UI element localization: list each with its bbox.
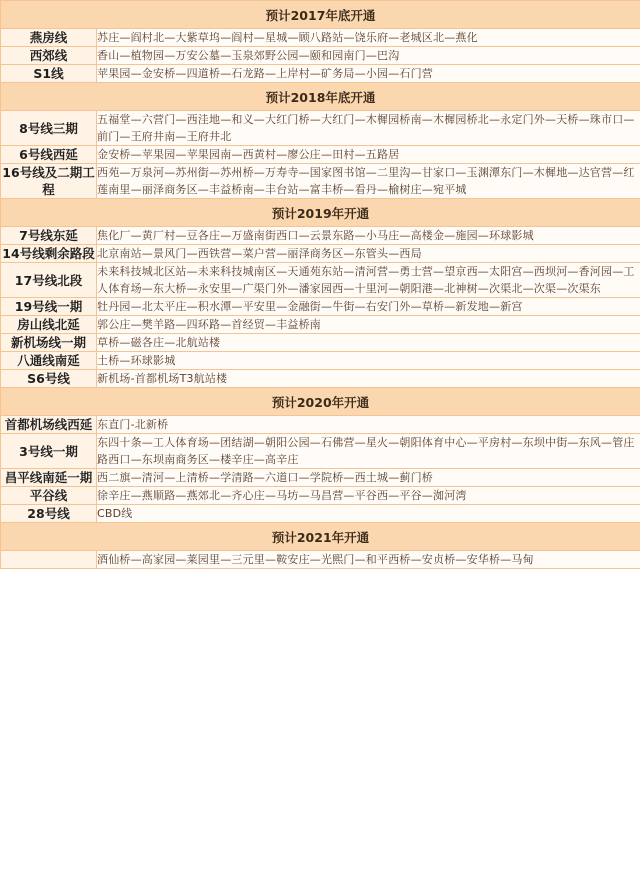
line-name: 17号线北段 <box>1 263 97 298</box>
table-row <box>1 551 640 569</box>
line-stations: 焦化厂—黄厂村—豆各庄—万盛南街西口—云景东路—小马庄—高楼金—施园—环球影城 <box>97 227 640 245</box>
line-name: 昌平线南延一期 <box>1 469 97 487</box>
line-stations: 牡丹园—北太平庄—积水潭—平安里—金融街—牛街—右安门外—草桥—新发地—新宫 <box>97 298 640 316</box>
line-name: 3号线一期 <box>1 434 97 469</box>
section-header-row <box>1 1 640 29</box>
table-row <box>1 352 640 370</box>
line-name: 西郊线 <box>1 47 97 65</box>
table-row <box>1 29 640 47</box>
line-stations: 徐辛庄—燕顺路—燕郊北—齐心庄—马坊—马昌营—平谷西—平谷—洳河湾 <box>97 487 640 505</box>
section-title: 预计2020年开通 <box>1 388 640 416</box>
section-title: 预计2019年开通 <box>1 199 640 227</box>
table-row <box>1 164 640 199</box>
table-row <box>1 65 640 83</box>
line-stations: 郭公庄—樊羊路—四环路—首经贸—丰益桥南 <box>97 316 640 334</box>
line-stations: 新机场-首都机场T3航站楼 <box>97 370 640 388</box>
line-stations: 西苑—万泉河—苏州街—苏州桥—万寿寺—国家图书馆—二里沟—甘家口—玉渊潭东门—木樨地—达官营—红莲南里—丽泽商务区—丰益桥南—丰台站—富丰桥—看丹—榆树庄—宛平城 <box>97 164 640 199</box>
line-stations: 金安桥—苹果园—苹果园南—西黄村—廖公庄—田村—五路居 <box>97 146 640 164</box>
section-header-row <box>1 199 640 227</box>
section-title: 预计2018年底开通 <box>1 83 640 111</box>
line-name: 7号线东延 <box>1 227 97 245</box>
table-body <box>1 1 640 569</box>
line-name: 房山线北延 <box>1 316 97 334</box>
line-stations: 五福堂—六营门—西洼地—和义—大红门桥—大红门—木樨园桥南—木樨园桥北—永定门外—天桥—珠市口—前门—王府井南—王府井北 <box>97 111 640 146</box>
line-name: S1线 <box>1 65 97 83</box>
table-row <box>1 370 640 388</box>
line-name: 平谷线 <box>1 487 97 505</box>
line-name: 8号线三期 <box>1 111 97 146</box>
line-name: 6号线西延 <box>1 146 97 164</box>
section-title: 预计2021年开通 <box>1 523 640 551</box>
line-name: 16号线及二期工程 <box>2 165 95 197</box>
line-name: 首都机场线西延 <box>1 416 97 434</box>
line-name: 28号线 <box>1 505 97 523</box>
table-row <box>1 316 640 334</box>
line-name: 19号线一期 <box>1 298 97 316</box>
section-header-row <box>1 83 640 111</box>
section-header-row <box>1 388 640 416</box>
section-header-row <box>1 523 640 551</box>
line-stations: 香山—植物园—万安公墓—玉泉郊野公园—颐和园南门—巴沟 <box>97 47 640 65</box>
line-stations: 土桥—环球影城 <box>97 352 640 370</box>
line-name: 14号线剩余路段 <box>2 246 95 261</box>
line-name: 八通线南延 <box>1 352 97 370</box>
line-name: S6号线 <box>1 370 97 388</box>
table-row <box>1 505 640 523</box>
line-stations: CBD线 <box>97 505 640 523</box>
line-name: 燕房线 <box>1 29 97 47</box>
line-stations: 酒仙桥—高家园—莱园里—三元里—鞍安庄—光熙门—和平西桥—安贞桥—安华桥—马甸 <box>97 551 640 569</box>
table-row <box>1 146 640 164</box>
table-row <box>1 487 640 505</box>
table-row <box>1 227 640 245</box>
line-stations: 西二旗—清河—上清桥—学清路—六道口—学院桥—西土城—蓟门桥 <box>97 469 640 487</box>
table-row <box>1 263 640 298</box>
table-row <box>1 469 640 487</box>
line-name: 新机场线一期 <box>1 334 97 352</box>
line-stations: 草桥—磁各庄—北航站楼 <box>97 334 640 352</box>
line-stations: 东直门-北新桥 <box>97 416 640 434</box>
table-row <box>1 434 640 469</box>
table-row <box>1 334 640 352</box>
table-row <box>1 111 640 146</box>
line-stations: 北京南站—景风门—西铁营—菜户营—丽泽商务区—东管头—西局 <box>97 245 640 263</box>
line-stations: 苹果园—金安桥—四道桥—石龙路—上岸村—矿务局—小园—石门营 <box>97 65 640 83</box>
table-row <box>1 47 640 65</box>
table-row <box>1 416 640 434</box>
section-title: 预计2017年底开通 <box>1 1 640 29</box>
line-name <box>1 551 97 569</box>
line-stations: 未来科技城北区站—未来科技城南区—天通苑东站—清河营—勇士营—望京西—太阳宫—西坝河—香河园—工人体育场—东大桥—永安里—广渠门外—潘家园西—十里河—朝阳港—北神树—次渠北—次渠—次渠东 <box>97 263 640 298</box>
line-stations: 苏庄—阎村北—大紫草坞—阎村—星城—顾八路站—饶乐府—老城区北—燕化 <box>97 29 640 47</box>
line-stations: 东四十条—工人体育场—团结湖—朝阳公园—石佛营—星火—朝阳体育中心—平房村—东坝中街—东风—管庄路西口—东坝南商务区—楼辛庄—高辛庄 <box>97 434 640 469</box>
table-row <box>1 298 640 316</box>
table-row <box>1 245 640 263</box>
